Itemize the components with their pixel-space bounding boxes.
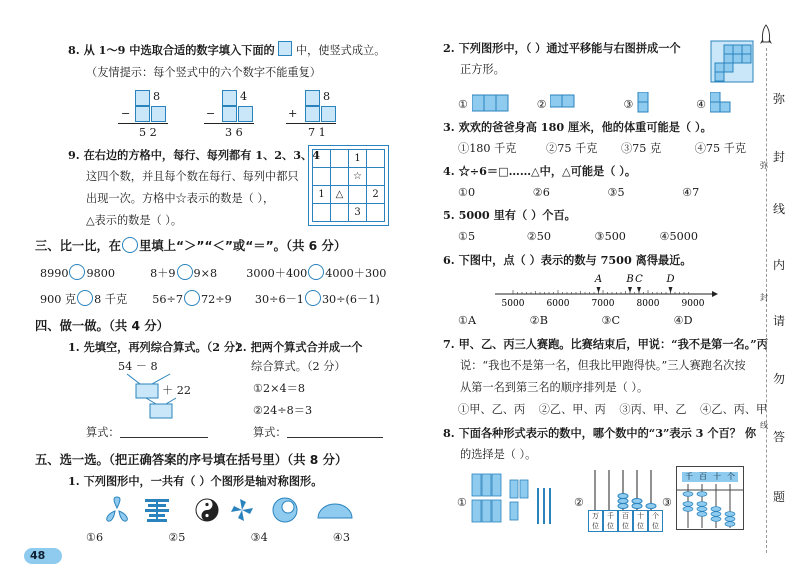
trefoil-icon xyxy=(107,497,128,521)
r-q6: 6. 下图中，点（ ）表示的数与 7500 离得最近。 xyxy=(443,253,692,267)
grid-cell xyxy=(367,168,385,186)
grid-cell: 1 xyxy=(349,150,367,168)
digit-box[interactable] xyxy=(222,106,237,122)
shape-option-1 xyxy=(472,93,510,113)
option-1[interactable]: ①A xyxy=(458,314,477,327)
r-q7-line2: 说：“我也不是第一名，但我比甲跑得快。”三人赛跑名次按 xyxy=(460,359,746,372)
number-line-point xyxy=(597,287,601,293)
option-3[interactable]: ③4 xyxy=(250,531,268,544)
r-q3: 3. 欢欢的爸爸身高 180 厘米，他的体重可能是（ ）。 xyxy=(443,120,712,134)
abacus-counting-board xyxy=(588,468,658,528)
option-2[interactable]: ②75 千克 xyxy=(546,142,598,155)
option-4[interactable]: ④7 xyxy=(682,186,700,199)
digit-box[interactable] xyxy=(222,90,237,106)
option-4[interactable]: ④3 xyxy=(332,531,350,544)
blank-box-icon xyxy=(278,41,292,56)
r-q4-opts xyxy=(458,186,699,200)
digit-box[interactable] xyxy=(321,106,336,122)
digit-box[interactable] xyxy=(238,106,253,122)
option-3[interactable]: ③ xyxy=(623,98,634,111)
s5-q1: 1. 下列图形中，一共有（ ）个图形是轴对称图形。 xyxy=(68,474,323,488)
s4-q1-plus: ＋ 22 xyxy=(162,384,191,397)
option-4[interactable]: ④ xyxy=(696,98,707,111)
shape-option-3 xyxy=(637,92,651,114)
q9-line1: 9. 在右边的方格中，每行、每列都有 1、2、3、4 xyxy=(68,148,320,162)
equation-line xyxy=(118,123,168,124)
binding-char: 线 xyxy=(773,202,786,216)
digit-box[interactable] xyxy=(305,90,320,106)
equation-line xyxy=(286,123,336,124)
abacus-place-label: 十 xyxy=(710,472,724,482)
abacus-place-label: 百 xyxy=(696,472,710,482)
binding-small-char: 弥 xyxy=(760,161,768,170)
q8-hint: （友情提示：每个竖式中的六个数字不能重复） xyxy=(86,66,321,79)
digit-box[interactable] xyxy=(305,106,320,122)
number-line-point xyxy=(637,287,641,293)
s4-q1: 1. 先填空，再列综合算式。（2 分） xyxy=(68,340,247,354)
r-q8-line1: 8. 下面各种形式表示的数中，哪个数中的“3”表示 3 个百？ 你 xyxy=(443,426,757,440)
grid-cell xyxy=(367,150,385,168)
option-2[interactable]: ②5 xyxy=(168,531,186,544)
q9-line3: 出现一次。方格中☆表示的数是（ ）， xyxy=(86,192,275,205)
grid-cell xyxy=(313,150,331,168)
compare-row-1: 8990 9800 8＋9 9×8 3000＋400 4000＋300 xyxy=(40,264,386,281)
place-label: 十位 xyxy=(633,510,648,532)
grid-cell: 3 xyxy=(349,204,367,222)
option-3[interactable]: ③75 克 xyxy=(620,142,662,155)
section-5-title: 五、选一选。（把正确答案的序号填在括号里）（共 8 分） xyxy=(35,453,348,467)
number-line-tick-label: 5000 xyxy=(501,299,525,309)
page-number: 48 xyxy=(30,549,46,562)
grid-cell xyxy=(313,168,331,186)
digit-box[interactable] xyxy=(151,106,166,122)
answer-line[interactable] xyxy=(120,427,208,438)
r-q8-opt2[interactable]: ② xyxy=(574,496,585,509)
option-2[interactable]: ②50 xyxy=(526,230,551,243)
number-line-tick-label: 6000 xyxy=(546,299,570,309)
grid-cell xyxy=(313,204,331,222)
compare-circle[interactable] xyxy=(308,264,324,280)
answer-line[interactable] xyxy=(287,427,383,438)
r-q4: 4. ☆÷6＝□……△中，△可能是（ ）。 xyxy=(443,164,637,178)
option-1[interactable]: ① xyxy=(458,98,469,111)
r-q8-opt3[interactable]: ③ xyxy=(662,496,673,509)
s4-q2: 2. 把两个算式合并成一个 xyxy=(235,340,363,354)
number-line-tick-label: 9000 xyxy=(681,299,705,309)
double-happiness-icon xyxy=(145,499,169,522)
place-label: 万位 xyxy=(588,510,603,532)
binding-char: 题 xyxy=(773,490,786,504)
grid-cell: △ xyxy=(331,186,349,204)
section-3-title: 三、比一比，在 里填上“＞”“＜”或“＝”。（共 6 分） xyxy=(35,239,347,253)
r-q5-opts xyxy=(458,230,698,244)
compare-circle[interactable] xyxy=(184,290,200,306)
rocket-icon xyxy=(760,24,774,48)
number-line-point xyxy=(669,287,673,293)
r-q2-opts xyxy=(458,92,740,114)
option-4[interactable]: ④5000 xyxy=(659,230,699,243)
digit-box[interactable] xyxy=(135,106,150,122)
number-line-point-label: D xyxy=(666,274,675,285)
latin-square-grid xyxy=(308,145,389,226)
nested-circle-icon xyxy=(273,498,297,522)
compare-circle[interactable] xyxy=(305,290,321,306)
r-q7-line3: 从第一名到第三名的顺序排列是（ ）。 xyxy=(460,381,649,394)
option-1[interactable]: ①0 xyxy=(458,186,476,199)
q9-line2: 这四个数，并且每个数在每行、每列中都只 xyxy=(86,170,299,183)
r-q5: 5. 5000 里有（ ）个百。 xyxy=(443,208,576,222)
q8-line1: 8. 从 1～9 中选取合适的数字填入下面的 中，使竖式成立。 xyxy=(68,43,386,57)
formula-2: 算式： xyxy=(253,426,383,440)
place-label: 个位 xyxy=(648,510,663,532)
abacus-place-label: 个 xyxy=(724,472,738,482)
option-2[interactable]: ② xyxy=(536,98,547,111)
place-label: 千位 xyxy=(603,510,618,532)
option-4[interactable]: ④D xyxy=(673,314,693,327)
number-line-point-label: A xyxy=(594,274,603,285)
grid-cell xyxy=(331,168,349,186)
circle-icon xyxy=(122,237,138,253)
option-3[interactable]: ③丙、甲、乙 xyxy=(619,403,687,416)
option-3[interactable]: ③5 xyxy=(607,186,625,199)
option-2[interactable]: ②乙、甲、丙 xyxy=(538,403,606,416)
option-3[interactable]: ③500 xyxy=(594,230,626,243)
grid-cell: 2 xyxy=(367,186,385,204)
compare-circle[interactable] xyxy=(177,264,193,280)
grid-cell: 1 xyxy=(313,186,331,204)
binding-char: 内 xyxy=(773,258,786,272)
binding-char: 请 xyxy=(773,314,786,328)
number-line xyxy=(490,272,720,310)
binding-char: 答 xyxy=(773,430,786,444)
number-line-point-label: C xyxy=(635,274,643,285)
formula-1: 算式： xyxy=(86,426,208,440)
grid-cell xyxy=(331,150,349,168)
compare-circle[interactable] xyxy=(77,290,93,306)
s4-q2-e1: ①2×4＝8 xyxy=(253,382,305,395)
counting-rods-icon xyxy=(470,468,570,532)
r-q6-opts xyxy=(458,314,693,328)
option-1[interactable]: ①6 xyxy=(86,531,104,544)
digit-box[interactable] xyxy=(135,90,150,106)
r-q8-opt1[interactable]: ① xyxy=(457,496,468,509)
compare-circle[interactable] xyxy=(69,264,85,280)
option-4[interactable]: ④乙、丙、甲 xyxy=(700,403,768,416)
option-4[interactable]: ④75 千克 xyxy=(694,142,747,155)
shape-option-4 xyxy=(710,92,740,114)
section-4-title: 四、做一做。（共 4 分） xyxy=(35,319,169,333)
option-2[interactable]: ②6 xyxy=(532,186,550,199)
yin-yang-icon xyxy=(196,499,218,521)
place-label: 百位 xyxy=(618,510,633,532)
grid-cell xyxy=(331,204,349,222)
r-q2-line2: 正方形。 xyxy=(460,63,505,76)
symmetry-figures xyxy=(95,496,375,524)
s5-q1-opts xyxy=(86,531,350,545)
number-line-point xyxy=(628,287,632,293)
grid-cell xyxy=(367,204,385,222)
binding-small-char: 封 xyxy=(760,293,768,302)
equation-line xyxy=(204,123,254,124)
s4-q1-top: 54 － 8 xyxy=(118,360,158,373)
r-q3-opts xyxy=(458,142,746,156)
option-3[interactable]: ③C xyxy=(601,314,621,327)
pinwheel-icon xyxy=(231,499,253,521)
binding-char: 封 xyxy=(773,150,786,164)
r-q7-line1: 7. 甲、乙、丙三人赛跑。比赛结束后，甲说：“我不是第一名。”丙 xyxy=(443,337,768,351)
option-2[interactable]: ②B xyxy=(529,314,548,327)
r-q2-line1: 2. 下列图形中，（ ）通过平移能与右图拼成一个 xyxy=(443,41,681,55)
number-line-tick-label: 7000 xyxy=(591,299,615,309)
grid-cell: ☆ xyxy=(349,168,367,186)
option-1[interactable]: ①5 xyxy=(458,230,476,243)
compare-row-2: 900 克 8 千克 56÷7 72÷9 30÷6－1 30÷(6－1) xyxy=(40,290,380,307)
number-line-point-label: B xyxy=(626,274,634,285)
r-q7-opts xyxy=(458,403,767,417)
shape-option-2 xyxy=(550,93,580,113)
option-1[interactable]: ①甲、乙、丙 xyxy=(458,403,526,416)
s4-q2b: 综合算式。（2 分） xyxy=(251,360,346,373)
binding-small-char: 线 xyxy=(760,421,768,430)
q9-line4: △表示的数是（ ）。 xyxy=(86,214,183,227)
abacus-place-label: 千 xyxy=(682,472,696,482)
semicircle-icon xyxy=(318,504,352,518)
s4-q2-e2: ②24÷8＝3 xyxy=(253,404,313,417)
binding-char: 勿 xyxy=(773,372,786,386)
r-q8-line2: 的选择是（ ）。 xyxy=(460,448,537,461)
option-1[interactable]: ①180 千克 xyxy=(458,142,517,155)
number-line-tick-label: 8000 xyxy=(636,299,660,309)
abacus xyxy=(676,466,746,530)
binding-char: 弥 xyxy=(773,92,786,106)
grid-cell xyxy=(349,186,367,204)
target-shape xyxy=(710,40,756,84)
